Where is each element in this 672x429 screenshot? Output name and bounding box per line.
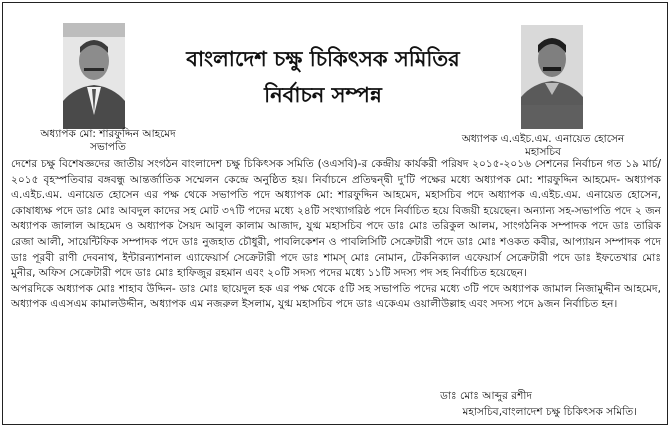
president-name-caption: অধ্যাপক মো: শারফুদ্দিন আহমেদ xyxy=(40,128,176,140)
signatory-name: ডাঃ মোঃ আব্দুর রশীদ xyxy=(440,390,532,402)
signatory-title: মহাসচিব,বাংলাদেশ চক্ষু চিকিৎসক সমিতি। xyxy=(462,406,637,418)
secretary-general-title-caption: মহাসচিব xyxy=(525,146,561,158)
article-body xyxy=(11,157,661,313)
president-title-caption: সভাপতি xyxy=(90,141,126,153)
secretary-general-name-caption: অধ্যাপক এ.এইচ.এম. এনায়েত হোসেন xyxy=(461,133,625,145)
portrait-image xyxy=(521,25,583,129)
press-release-box xyxy=(2,2,668,425)
portrait-photo-secretary-general xyxy=(521,25,583,129)
portrait-image xyxy=(63,23,125,129)
headline-title: বাংলাদেশ চক্ষু চিকিৎসক সমিতির xyxy=(186,46,460,71)
article-paragraph: অপরদিকে অধ্যাপক মোঃ শাহাব উদ্দিন- ডাঃ মোঃ ছায়েদুল হক এর পক্ষ থেকে ৫টি সহ সভাপতি পদের মধ্যে ৩টি পদে অধ্যাপক জামাল নিজামুদ্দীন আহমেদ, অধ্যাপক এএসএম কামালউদ্দীন, অধ্যাপক এম নজরুল ইসলাম, যুগ্ম মহাসচিব পদে ডাঃ একেএম ওয়ালীউল্লাহ এবং সদস্য পদে ৯জন নির্বাচিত হন। xyxy=(11,282,661,311)
portrait-photo-president xyxy=(63,23,125,129)
article-paragraph: দেশের চক্ষু বিশেষজ্ঞদের জাতীয় সংগঠন বাংলাদেশ চক্ষু চিকিৎসক সমিতি (ওএসবি)-র কেন্দ্রীয় কার্যকরী পরিষদ ২০১৫-২০১৬ সেশনের নির্বাচন গত ১৯ মার্চ/২০১৫ বৃহস্পতিবার বঙ্গবন্ধু আন্তর্জাতিক সম্মেলন কেন্দ্রে অনুষ্ঠিত হয়। নির্বাচনে প্রতিদ্বন্দ্বী দু'টি পক্ষের মধ্যে অধ্যাপক মো: শারফুদ্দিন আহমেদ- অধ্যাপক এ.এইচ.এম. এনায়েত হোসেন এর পক্ষ থেকে সভাপতি পদে অধ্যাপক মো: শারফুদ্দিন আহমেদ, মহাসচিব পদে অধ্যাপক এ.এইচ.এম. এনায়েত হোসেন, কোষাধ্যক্ষ পদে ডাঃ মোঃ আবদুল কাদের সহ মোট ৩৭টি পদের মধ্যে ২৪টি সংখ্যাগরিষ্ঠ পদে নির্বাচিত হয়ে বিজয়ী হয়েছেন। অন্যান্য সহ-সভাপতি পদে ২ জন অধ্যাপক জালাল আহমেদ ও অধ্যাপক সৈয়দ আবুল কালাম আজাদ, যুগ্ম মহাসচিব পদে ডাঃ মোঃ তরিকুল আলম, সাংগঠনিক সম্পাদক পদে ডাঃ তারিক রেজা আলী, সায়েন্টিফিক সম্পাদক পদে ডাঃ নুজহাত চৌধুরী, পাবলিকেশন ও পাবলিসিটি সেক্রেটারী পদে ডাঃ মোঃ শওকত কবীর, আপ্যায়ন সম্পাদক পদে ডাঃ পূরবী রাণী দেবনাথ, ইন্টারন্যাশনাল এ্যাফেয়ার্স সেক্রেটারী পদে ডাঃ শামস্ মোঃ নোমান, টেকনিক্যাল এফেয়ার্স সেক্রেটারী পদে ডাঃ ইফতেখার মোঃ মুনীর, অফিস সেক্রেটারী পদে ডাঃ মোঃ হাফিজুর রহমান এবং ২০টি সদস্য পদের মধ্যে ১১টি সদস্য পদ সহ নির্বাচিত হয়েছেন। xyxy=(11,158,661,280)
headline-subtitle: নির্বাচন সম্পন্ন xyxy=(264,82,382,107)
